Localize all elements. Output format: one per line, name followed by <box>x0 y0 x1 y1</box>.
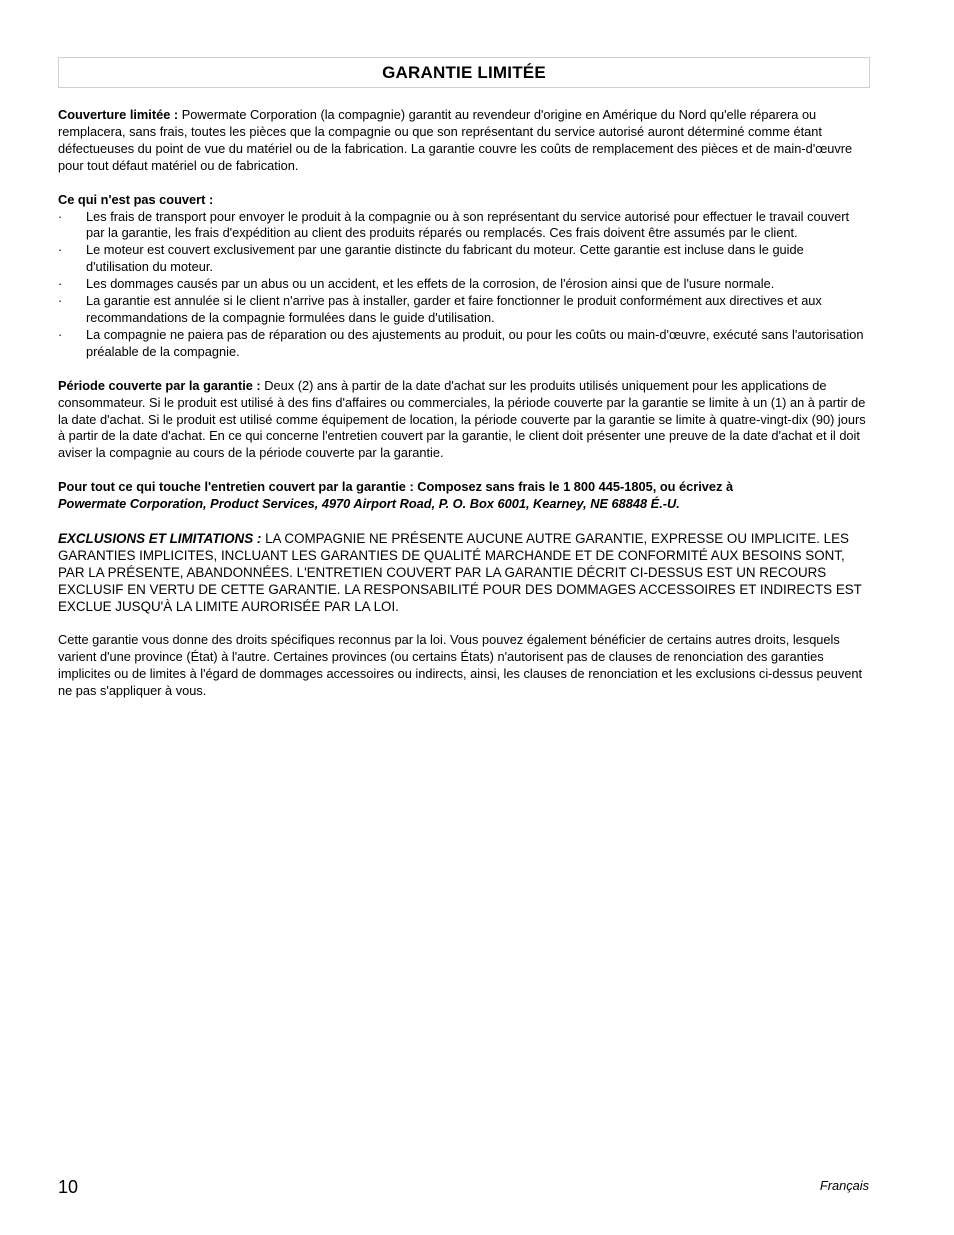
coverage-text: Powermate Corporation (la compagnie) garantit au revendeur d'origine en Amérique du Nord qu'elle réparera ou remplacera, sans frais, toutes les pièces que la compagnie ou que son représentant du service autorisé auront déterminé comme étant défectueuses du point de vue du matériel ou de la fabrication. La garantie couvre les coûts de remplacement des pièces et de main-d'œuvre pour tout défaut matériel ou de fabrication. <box>58 107 853 173</box>
language-label: Français <box>819 1178 869 1193</box>
not-covered-heading: Ce qui n'est pas couvert : <box>58 191 214 207</box>
coverage-paragraph <box>58 107 870 175</box>
page-number: 10 <box>58 1177 79 1197</box>
service-address: Powermate Corporation, Product Services, 4970 Airport Road, P. O. Box 6001, Kearney, NE 68848 É.-U. <box>58 496 680 512</box>
list-item: · Les frais de transport pour envoyer le produit à la compagnie ou à son représentant du service autorisé pour effectuer le travail couvert par la garantie, les frais d'expédition au client des produits réparés ou remplacés. Ces frais doivent être assumés par le client. <box>58 208 850 241</box>
exclusions-paragraph <box>58 530 870 615</box>
bullet-icon: · <box>58 326 63 342</box>
period-paragraph <box>58 378 870 463</box>
service-paragraph <box>58 479 870 513</box>
bullet-icon: · <box>58 242 63 258</box>
not-covered-list <box>58 209 870 361</box>
not-covered-section <box>58 192 870 361</box>
exclusions-label: EXCLUSIONS ET LIMITATIONS : <box>58 531 262 547</box>
period-label: Période couverte par la garantie : <box>58 377 261 393</box>
exclusions-text: LA COMPAGNIE NE PRÉSENTE AUCUNE AUTRE GARANTIE, EXPRESSE OU IMPLICITE. LES GARANTIES IMPLICITES, INCLUANT LES GARANTIES DE QUALITÉ MARCHANDE ET DE CONFORMITÉ AUX BESOINS SONT, PAR LA PRÉSENTE, ABANDONNÉES. L'ENTRETIEN COUVERT PAR LA GARANTIE DÉCRIT CI-DESSUS EST UN RECOURS EXCLUSIF EN VERTU DE CETTE GARANTIE. LA RESPONSABILITÉ POUR DES DOMMAGES ACCESSOIRES ET INDIRECTS EST EXCLUE JUSQU'À LA LIMITE AURORISÉE PAR LA LOI. <box>58 531 862 615</box>
bullet-icon: · <box>58 208 63 224</box>
bullet-icon: · <box>58 293 63 309</box>
period-text: Deux (2) ans à partir de la date d'achat sur les produits utilisés uniquement pour les applications de consommateur. Si le produit est utilisé à des fins d'affaires ou commerciales, la période couverte par la garantie se limite à un (1) an à partir de la date d'achat. Si le produit est utilisé comme équipement de location, la période couverte par la garantie se limite à quatre-vingt-dix (90) jours à partir de la date d'achat. En ce qui concerne l'entretien couvert par la garantie, le client doit présenter une preuve de la date d'achat et il doit aviser la compagnie au cours de la période couverte par la garantie. <box>58 377 866 461</box>
list-item: · La compagnie ne paiera pas de réparation ou des ajustements au produit, ou pour les coûts ou main-d'œuvre, exécuté sans l'autorisation préalable de la compagnie. <box>58 326 864 359</box>
list-item: · La garantie est annulée si le client n'arrive pas à installer, garder et faire fonctionner le produit conformément aux directives et aux recommandations de la compagnie formulées dans le guide d'utilisation. <box>58 293 822 325</box>
document-page <box>58 57 870 700</box>
list-item: · Le moteur est couvert exclusivement par une garantie distincte du fabricant du moteur. Cette garantie est incluse dans le guide d'utilisation du moteur. <box>58 242 804 275</box>
rights-paragraph: Cette garantie vous donne des droits spécifiques reconnus par la loi. Vous pouvez également bénéficier de certains autres droits, lesquels varient d'une province (État) à l'autre. Certaines provinces (ou certains États) n'autorisent pas de clauses de renonciation des garanties implicites ou de limites à l'égard de dommages accessoires ou indirects, ainsi, les clauses de renonciation et les exclusions ci-dessus peuvent ne pas s'appliquer à vous. <box>58 632 863 698</box>
list-item: · Les dommages causés par un abus ou un accident, et les effets de la corrosion, de l'érosion ainsi que de l'usure normale. <box>58 276 775 292</box>
service-line: Pour tout ce qui touche l'entretien couvert par la garantie : Composez sans frais le 1 800 445-1805, ou écrivez à <box>58 479 734 495</box>
page-title-box <box>58 57 870 88</box>
page-title: GARANTIE LIMITÉE <box>382 62 546 82</box>
coverage-label: Couverture limitée : <box>58 107 179 122</box>
bullet-icon: · <box>58 276 63 292</box>
